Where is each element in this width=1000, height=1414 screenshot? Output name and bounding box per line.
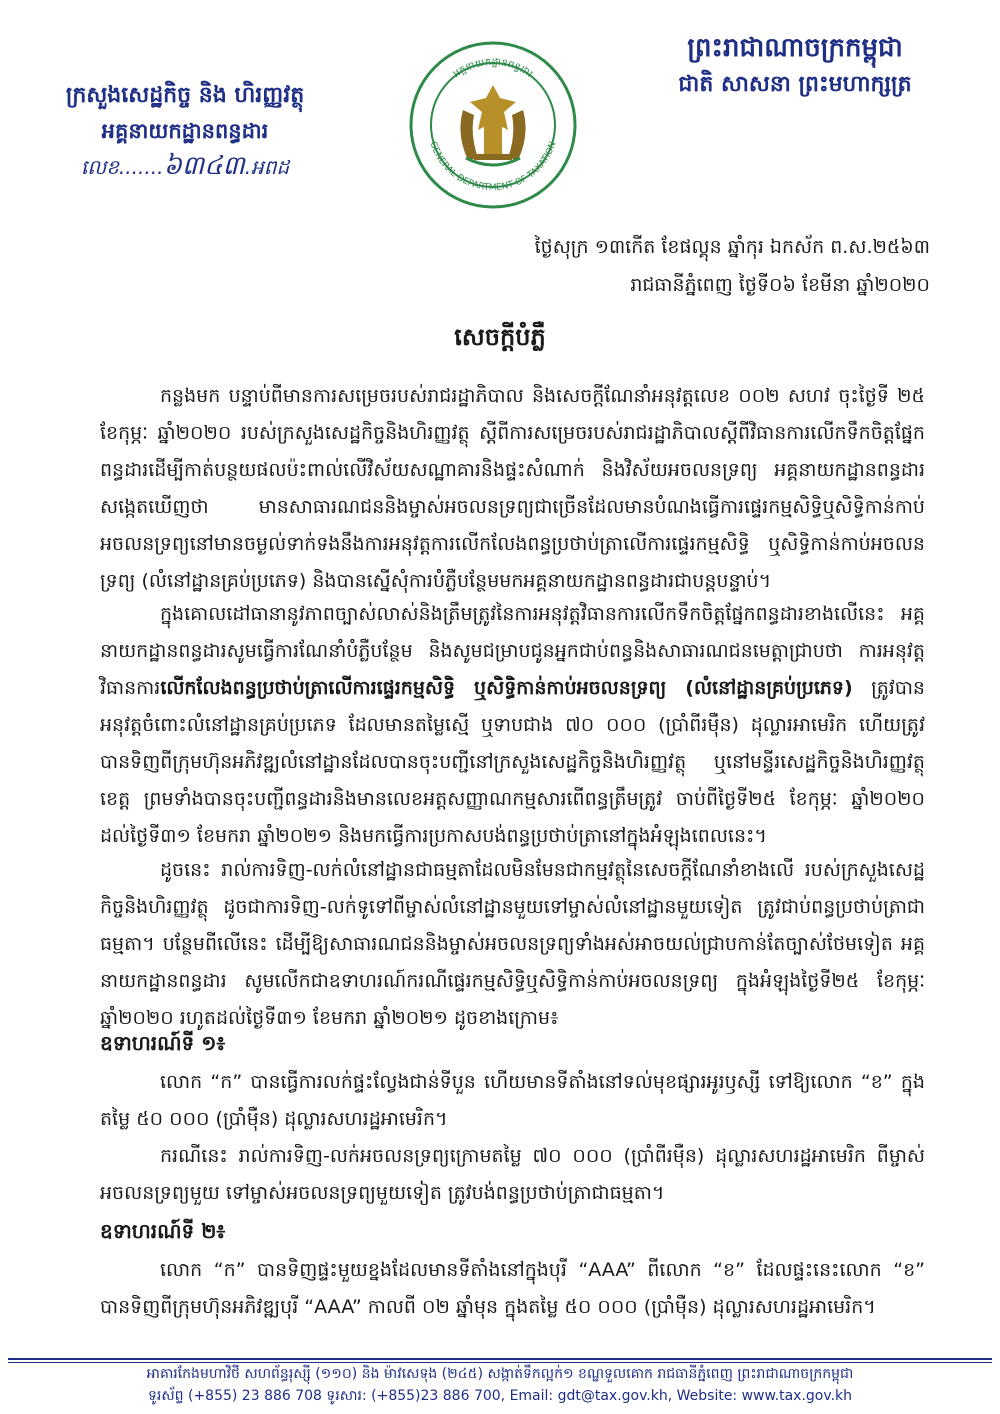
- kingdom-name: ព្រះរាជាណាចក្រកម្ពុជា: [687, 33, 903, 63]
- example-1-heading: ឧទាហរណ៍ទី ១៖: [100, 1031, 226, 1055]
- footer-contact: ទូរស័ព្ទ (+855) 23 886 708 ទូរសារ: (+855)23 886 700, Email: gdt@tax.gov.kh, Website: www.tax.gov.kh: [147, 1388, 852, 1404]
- paragraph-2-emphasis: លើកលែងពន្ធប្រថាប់ត្រាលើការផ្ទេរកម្មសិទ្ធិ ឬសិទ្ធិកាន់កាប់អចលនទ្រព្យ (លំនៅដ្ឋានគ្រប់ប្រភេទ): [160, 677, 853, 699]
- lunar-date: ថ្ងៃសុក្រ ១៣កើត ខែផល្គុន ឆ្នាំកុរ ឯកស័ក ព.ស.២៥៦៣: [534, 236, 930, 258]
- paragraph-3: ដូចនេះ រាល់ការទិញ-លក់លំនៅដ្ឋានជាធម្មតាដែលមិនមែនជាកម្មវត្ថុនៃសេចក្តីណែនាំខាងលើ របស់ក្រសួងសេដ្ឋកិច្ចនិងហិរញ្ញវត្ថុ ដូចជាការទិញ-លក់ទូទៅពីម្ចាស់លំនៅដ្ឋានមួយទៅម្ចាស់លំនៅដ្ឋានមួយទៀត ត្រូវជាប់ពន្ធប្រថាប់ត្រាជាធម្មតា។ បន្ថែមពីលើនេះ ដើម្បីឱ្យសាធារណជននិងម្ចាស់អចលនទ្រព្យទាំងអស់អាចយល់ជ្រាបកាន់តែច្បាស់ថែមទៀត អគ្គនាយកដ្ឋានពន្ធដារ សូមលើកជាឧទាហរណ៍ករណីផ្ទេរកម្មសិទ្ធិឬសិទ្ធិកាន់កាប់អចលនទ្រព្យ ក្នុងអំឡុងថ្ងៃទី២៥ ខែកុម្ភៈ ឆ្នាំ២០២០ រហូតដល់ថ្ងៃទី៣១ ខែមករា ឆ្នាំ២០២១ ដូចខាងក្រោម៖: [100, 859, 925, 1029]
- solar-date: រាជធានីភ្នំពេញ ថ្ងៃទី០៦ ខែមីនា ឆ្នាំ២០២០: [630, 274, 930, 296]
- seal-text-english: GENERAL DEPARTMENT OF TAXATION: [427, 140, 559, 194]
- department-name: អគ្គនាយកដ្ឋានពន្ធដារ: [101, 119, 269, 143]
- example-1-paragraph-2: ករណីនេះ រាល់ការទិញ-លក់អចលនទ្រព្យក្រោមតម្លៃ ៧០ ០០០ (ប្រាំពីរម៉ឺន) ដុល្លារសហរដ្ឋអាមេរិក ពីម្ចាស់អចលនទ្រព្យមួយ ទៅម្ចាស់អចលនទ្រព្យមួយទៀត ត្រូវបង់ពន្ធប្រថាប់ត្រាជាធម្មតា។: [100, 1145, 925, 1204]
- ministry-header: [35, 78, 335, 185]
- reference-value: ៦៣៤៣: [163, 151, 245, 181]
- paragraph-2-lead: ក្នុងគោលដៅធានានូវភាពច្បាស់លាស់និងត្រឹមត្រូវនៃការអនុវត្តវិធានការលើកទឹកចិត្តផ្នែកពន្ធដារខាងលើនេះ អគ្គនាយកដ្ឋានពន្ធដារសូមធ្វើការណែនាំបំភ្លឺបន្ថែម និងសូមជម្រាបជូនអ្នកជាប់ពន្ធនិងសាធារណជនមេត្តាជ្រាបថា ការអនុវត្តវិធានការ: [100, 603, 925, 699]
- reference-prefix: លេខ.......: [80, 155, 164, 179]
- date-block: [535, 228, 930, 304]
- footer-divider: [8, 1358, 992, 1360]
- footer-divider-thin: [8, 1362, 992, 1363]
- reference-suffix: .អពដ: [244, 155, 290, 179]
- national-motto: ជាតិ សាសនា ព្រះមហាក្សត្រ: [678, 72, 912, 97]
- paragraph-2: [100, 596, 925, 855]
- gdt-seal-logo: [408, 40, 578, 210]
- ministry-name: ក្រសួងសេដ្ឋកិច្ច និង ហិរញ្ញវត្ថុ: [65, 83, 305, 108]
- kingdom-header: [635, 28, 955, 102]
- footer-address: អាគារកែងមហាវិថី សហព័ន្ធរុស្ស៊ី (១១០) និង ម៉ាវសេទុង (២៤៥) សង្កាត់ទឹកល្អក់១ ខណ្ឌទួលគោក រាជធានីភ្នំពេញ ព្រះរាជាណាចក្រកម្ពុជា: [146, 1366, 854, 1382]
- document-title: សេចក្តីបំភ្លឺ: [454, 323, 546, 351]
- reference-number: [35, 148, 335, 185]
- example-2-heading: ឧទាហរណ៍ទី ២៖: [100, 1219, 226, 1243]
- example-1-paragraph-1: លោក “ក” បានធ្វើការលក់ផ្ទះល្វែងជាន់ទីបួន ហើយមានទីតាំងនៅទល់មុខផ្សារអូរឫស្សី ទៅឱ្យលោក “ខ” ក្នុងតម្លៃ ៥០ ០០០ (ប្រាំម៉ឺន) ដុល្លារសហរដ្ឋអាមេរិក។: [100, 1071, 925, 1130]
- example-2-paragraph-1: លោក “ក” បានទិញផ្ទះមួយខ្នងដែលមានទីតាំងនៅក្នុងបុរី “AAA” ពីលោក “ខ” ដែលផ្ទះនេះលោក “ខ” បានទិញពីក្រុមហ៊ុនអភិវឌ្ឍបុរី “AAA” កាលពី ០២ ឆ្នាំមុន ក្នុងតម្លៃ ៥០ ០០០ (ប្រាំម៉ឺន) ដុល្លារសហរដ្ឋអាមេរិក។: [100, 1259, 925, 1318]
- paragraph-1: កន្លងមក បន្ទាប់ពីមានការសម្រេចរបស់រាជរដ្ឋាភិបាល និងសេចក្តីណែនាំអនុវត្តលេខ ០០២ សហវ ចុះថ្ងៃទី ២៥ ខែកុម្ភៈ ឆ្នាំ២០២០ របស់ក្រសួងសេដ្ឋកិច្ចនិងហិរញ្ញវត្ថុ ស្តីពីការសម្រេចរបស់រាជរដ្ឋាភិបាលស្តីពីវិធានការលើកទឹកចិត្តផ្នែកពន្ធដារដើម្បីកាត់បន្ថយផលប៉ះពាល់លើវិស័យសណ្ឋាគារនិងផ្ទះសំណាក់ និងវិស័យអចលនទ្រព្យ អគ្គនាយកដ្ឋានពន្ធដារសង្កេតឃើញថា មានសាធារណជននិងម្ចាស់អចលនទ្រព្យជាច្រើនដែលមានបំណងធ្វើការផ្ទេរកម្មសិទ្ធិឬសិទ្ធិកាន់កាប់អចលនទ្រព្យនៅមានចម្ងល់ទាក់ទងនឹងការអនុវត្តការលើកលែងពន្ធប្រថាប់ត្រាលើការផ្ទេរកម្មសិទ្ធិ ឬសិទ្ធិកាន់កាប់អចលនទ្រព្យ (លំនៅដ្ឋានគ្រប់ប្រភេទ) និងបានស្នើសុំការបំភ្លឺបន្ថែមមកអគ្គនាយកដ្ឋានពន្ធដារជាបន្តបន្ទាប់។: [100, 385, 925, 592]
- seal-text-khmer: អគ្គនាយកដ្ឋានពន្ធដារ: [451, 56, 535, 81]
- paragraph-2-rest: ត្រូវបានអនុវត្តចំពោះលំនៅដ្ឋានគ្រប់ប្រភេទ ដែលមានតម្លៃស្មើ ឬទាបជាង ៧០ ០០០ (ប្រាំពីរម៉ឺន) ដុល្លារអាមេរិក ហើយត្រូវបានទិញពីក្រុមហ៊ុនអភិវឌ្ឍលំនៅដ្ឋានដែលបានចុះបញ្ជីនៅក្រសួងសេដ្ឋកិច្ចនិងហិរញ្ញវត្ថុ ឬនៅមន្ទីរសេដ្ឋកិច្ចនិងហិរញ្ញវត្ថុខេត្ត ព្រមទាំងបានចុះបញ្ជីពន្ធដារនិងមានលេខអត្តសញ្ញាណកម្មសារពើពន្ធត្រឹមត្រូវ ចាប់ពីថ្ងៃទី២៥ ខែកុម្ភៈ ឆ្នាំ២០២០ ដល់ថ្ងៃទី៣១ ខែមករា ឆ្នាំ២០២១ និងមកធ្វើការប្រកាសបង់ពន្ធប្រថាប់ត្រានៅក្នុងអំឡុងពេលនេះ។: [100, 677, 925, 847]
